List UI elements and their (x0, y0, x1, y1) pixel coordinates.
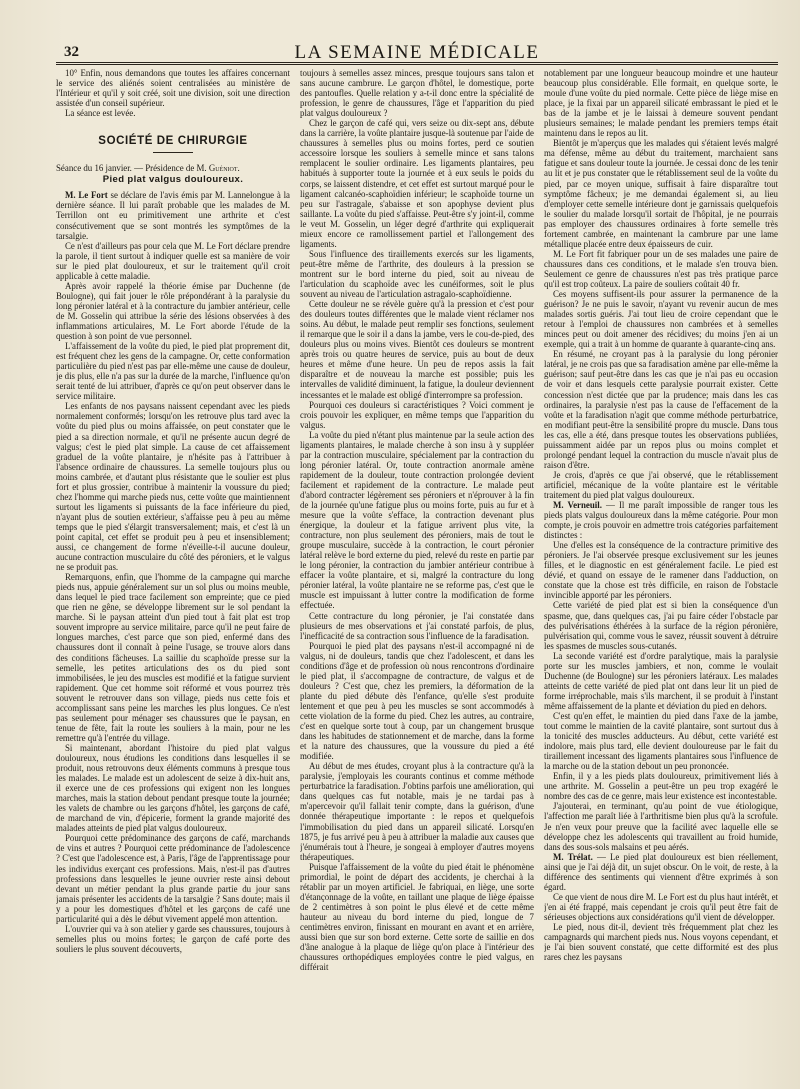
speaker-name: M. Verneuil. (553, 500, 602, 511)
paragraph: La voûte du pied n'étant plus maintenue par la seule action des ligaments plantaires, le malade cherche à son insu à y suppléer par la contraction musculaire, spécialement par la contraction du long péronier latéral. Or, toute contraction anormale amène rapidement de la douleur, toute contraction prolongée devient facilement et rapidement de la contracture. Le malade peut d'abord contracter légèrement ses péroniers et n'éprouver à la fin de la journée qu'une fatigue plus ou moins forte, puis au fur et à mesure que la voûte s'efface, la contraction devenant plus énergique, la douleur et la fatigue arrivent plus vite, la contracture, non plus seulement des péroniers, mais de tout le groupe musculaire, succède à la contraction, le court péronier latéral relève le bord externe du pied, relevé du reste en partie par le long péronier, la contraction du jambier antérieur contribue à effacer la voûte plantaire, et si, malgré la contracture du long péronier latéral, la voûte plantaire ne se reforme pas, c'est que le muscle est impuissant à lutter contre la modification de forme effectuée. (300, 429, 534, 611)
paragraph (56, 190, 290, 240)
paragraph: Cette contracture du long péronier, je l'ai constatée dans plusieurs de mes observations et j'ai constaté parfois, de plus, l'inefficacité de sa contraction sous l'influence de la faradisation. (300, 610, 534, 641)
paragraph: Remarquons, enfin, que l'homme de la campagne qui marche pieds nus, appuie généralement sur un sol plus ou moins meuble, dans lequel le pied trace facilement son empreinte; que ce pied que rien ne gêne, se développe librement sur le sol pendant la marche. Si le paysan atteint d'un pied tout à fait plat est trop souvent impropre au service militaire, parce qu'il ne peut faire de longues marches, c'est parce que son pied, enfermé dans des chaussures dont il connaît à peine l'usage, se trouve alors dans des conditions fâcheuses. La saillie du scaphoïde presse sur la semelle, les petites articulations des os du pied sont immobilisées, le jeu des muscles est modifié et la fatigue survient rapidement. Que cet homme soit réformé et vous pourrez très souvent le retrouver dans son village, pieds nus cette fois et accomplissant sans peine les marches les plus longues. Ce n'est pas seulement pour ménager ses chaussures que le paysan, en tenue de fête, fait la route les souliers à la main, pour ne les remettre qu'à l'entrée du village. (56, 572, 290, 743)
column-3 (544, 68, 778, 1083)
column-1 (56, 68, 290, 1083)
section-title: SOCIÉTÉ DE CHIRURGIE (98, 135, 248, 148)
paragraph-text: — Il me paraît impossible de ranger tous les pieds plats valgus douloureux dans la même catégorie. Pour mon compte, je crois pouvoir en admettre trois catégories parfaitement distinctes : (544, 500, 778, 541)
paragraph: C'est qu'en effet, le maintien du pied dans l'axe de la jambe, tout comme le maintien de la cavité plantaire, sont surtout dus à la tonicité des muscles adducteurs. Au début, cette variété est indolore, mais plus tard, elle devient douloureuse par le fait du tiraillement incessant des ligaments plantaires sous l'influence de la marche ou de la station debout un peu prononcée. (544, 711, 778, 772)
column-2 (300, 68, 534, 1083)
paragraph: Pourquoi ces douleurs si caractéristiques ? Voici comment je crois pouvoir les expliquer, en même temps que l'apparition du valgus. (300, 399, 534, 430)
paragraph: Chez le garçon de café qui, vers seize ou dix-sept ans, débute dans la carrière, la voûte plantaire jusque-là soutenue par l'aide de chaussures à semelles plus ou moins fortes, perd ce soutien accessoire lorsque les souliers à semelle mince et sans talons remplacent le soulier ordinaire. Les ligaments plantaires, peu habitués à supporter toute la journée et à eux seuls le poids du corps, se laissent distendre, et cet effet est surtout marqué pour le ligament calcanéo-scaphoïdien inférieur; le scaphoïde tourne un peu sur l'astragale, s'abaisse et son apophyse devient plus saillante. La voûte du pied s'affaisse. Peut-être s'y joint-il, comme le veut M. Gosselin, un léger degré d'arthrite qui expliquerait mieux encore ce ramollissement partiel et l'allongement des ligaments. (300, 118, 534, 249)
paragraph: Cette variété de pied plat est si bien la conséquence d'un spasme, que, dans quelques cas, j'ai pu faire céder l'obstacle par des pulvérisations éthérées à la surface de la région péronière, pulvérisation qui, comme vous le savez, réussit souvent à détruire les spasmes de muscles sous-cutanés. (544, 600, 778, 651)
paragraph: 10° Enfin, nous demandons que toutes les affaires concernant le service des aliénés soient centralisées au ministère de l'Intérieur et qu'il y soit créé, soit une division, soit une direction assistée d'un conseil supérieur. (56, 68, 290, 109)
session-chair: Guéniot. (208, 163, 240, 174)
page-header (56, 40, 778, 64)
paragraph: Sous l'influence des tiraillements exercés sur les ligaments, peut-être même de l'arthrite, des douleurs à la pression se montrent sur le bord interne du pied, soit au niveau de l'articulation du scaphoïde avec les cunéiformes, soit le plus souvent au niveau de l'articulation astragalo-scaphoïdienne. (300, 248, 534, 300)
paragraph: Ce que vient de nous dire M. Le Fort est du plus haut intérêt, et j'en ai été frappé, mais cependant je crois qu'il peut être fait de sérieuses objections aux considérations qu'il vient de développer. (544, 891, 778, 922)
paragraph: Bientôt je m'aperçus que les malades qui s'étaient levés malgré ma défense, même au début du traitement, marchaient sans fatigue et sans douleur toute la journée. Je cessai donc de les tenir au lit et je pus constater que le rétablissement seul de la voûte du pied, par ce moyen unique, suffisait à faire disparaître tout symptôme fâcheux; je me demandai également si, au lieu d'employer cette semelle intérieure dont je garnissais quelquefois le soulier du malade lorsqu'il sortait de l'hôpital, je ne pourrais pas employer des chaussures ordinaires à forte semelle très fortement cambrée, en maintenant la cambrure par une lame métallique placée entre deux épaisseurs de cuir. (544, 138, 778, 249)
paragraph: Une d'elles est la conséquence de la contracture primitive des péroniers. Je l'ai observée presque exclusivement sur les jeunes filles, et le diagnostic en est généralement facile. Le pied est dévié, et quand on essaye de le ramener dans l'adduction, on constate que la chose est très difficile, en raison de l'obstacle invincible apporté par les péroniers. (544, 540, 778, 601)
paragraph: Cette douleur ne se révèle guère qu'à la pression et c'est pour des douleurs toutes différentes que le malade vient réclamer nos soins. Au début, le malade peut remplir ses fonctions, seulement il remarque que le soir il a dans la jambe, vers le cou-de-pied, des douleurs plus ou moins vives. Bientôt ces douleurs se montrent après trois ou quatre heures de service, puis au bout de deux heures et même d'une heure. Un peu de repos assis la fait disparaître et de nouveau la marche est possible; puis les intervalles de validité diminuent, la fatigue, la douleur deviennent incessantes et le malade est obligé d'interrompre sa profession. (300, 299, 534, 400)
session-closing: La séance est levée. (65, 108, 136, 119)
paragraph: Pourquoi cette prédominance des garçons de café, marchands de vins et autres ? Pourquoi cette prédominance de l'adolescence ? C'est que l'adolescence est, à Paris, l'âge de l'apprentissage pour les individus exerçant ces professions. Mais, n'est-il pas d'autres professions dans lesquelles le jeune ouvrier reste ainsi debout devant un métier pendant la plus grande partie du jour sans jamais présenter les accidents de la tarsalgie ? Sans doute; mais il y a pour les domestiques d'hôtel et les garçons de café une particularité qui a dès le début vivement appelé mon attention. (56, 833, 290, 924)
paragraph: Ces moyens suffisent-ils pour assurer la permanence de la guérison? Je ne puis le savoir, n'ayant vu revenir aucun de mes malades sortis guéris. J'ai tout lieu de croire cependant que le retour à l'emploi de chaussures non cambrées et à semelles minces peut ou doit amener des récidives; du moins j'en ai un exemple, qui a trait à un homme de quarante à quarante-cinq ans. (544, 289, 778, 350)
paragraph: Les enfants de nos paysans naissent cependant avec les pieds normalement conformés; lorsqu'on les retrouve plus tard avec la voûte du pied plus ou moins affaissée, on peut constater que le pied a sa direction normale, et qu'il ne présente aucun degré de valgus; c'est le pied plat simple. La cause de cet affaissement graduel de la voûte plantaire, je n'hésite pas à l'attribuer à l'absence ordinaire de chaussures. La semelle toujours plus ou moins cambrée, et d'autant plus résistante que le soulier est plus fort et plus grossier, contribue à maintenir la voussure du pied; chez l'homme qui marche pieds nus, cette voûte que maintiennent surtout les ligaments si puissants de la face inférieure du pied, n'ayant plus de soutien extérieur, s'affaisse peu à peu au même temps que le pied s'élargit transversalement; mais, et c'est là un point capital, cet effet se produit peu à peu et insensiblement; aussi, ce changement de forme n'éveille-t-il aucune douleur, aucune contraction musculaire du côté des péroniers, et le valgus ne se produit pas. (56, 401, 290, 573)
paragraph: J'ajouterai, en terminant, qu'au point de vue étiologique, l'affection me paraît liée à l'arthritisme bien plus qu'à la scrofule. Je n'en veux pour preuve que la facilité avec laquelle elle se développe chez les adolescents qui travaillent au froid humide, dans des sous-sols malsains et peu aérés. (544, 801, 778, 852)
header-rule (56, 62, 778, 65)
paragraph: Si maintenant, abordant l'histoire du pied plat valgus douloureux, nous étudions les conditions dans lesquelles il se produit, nous retrouvons deux éléments communs à presque tous les malades. Le malade est un adolescent de seize à dix-huit ans, il exerce une de ces professions qui exigent non les longues marches, mais la station debout pendant presque toute la journée; les valets de chambre ou les garçons d'hôtel, les garçons de café, de marchand de vin, d'épicerie, forment la grande majorité des malades atteints de pied plat valgus douloureux. (56, 742, 290, 834)
paragraph: Je crois, d'après ce que j'ai observé, que le rétablissement artificiel, mécanique de la voûte plantaire est le véritable traitement du pied plat valgus douloureux. (544, 469, 778, 500)
paragraph: notablement par une longueur beaucoup moindre et une hauteur beaucoup plus considérable. Elle formait, en quelque sorte, le moule d'une voûte du pied normale. Cette pièce de liège mise en place, je la fixai par un appareil silicaté embrassant le pied et le bas de la jambe et je le laissai à demeure souvent pendant plusieurs semaines; le malade pendant les premiers temps était maintenu dans le repos au lit. (544, 68, 778, 139)
paragraph: L'ouvrier qui va à son atelier y garde ses chaussures, toujours à semelles plus ou moins fortes; le garçon de café porte des souliers le plus souvent découverts, (56, 923, 290, 954)
speaker-name: M. Trélat. (553, 851, 593, 862)
paragraph: Après avoir rappelé la théorie émise par Duchenne (de Boulogne), qui fait jouer le rôle prépondérant à la paralysie du long péronier latéral et à la contracture du jambier antérieur, celle de M. Gosselin qui attribue la série des lésions observées à des inflammations articulaires, M. Le Fort aborde l'étude de la question à son point de vue personnel. (56, 280, 290, 342)
paragraph (544, 852, 778, 892)
session-info (56, 163, 290, 173)
paragraph: M. Le Fort fit fabriquer pour un de ses malades une paire de chaussures dans ces conditions, et le malade s'en trouva bien. Seulement ce genre de chaussures n'est pas très pratique parce qu'il est trop coûteux. La paire de souliers coûtait 40 fr. (544, 248, 778, 289)
paragraph: Enfin, il y a les pieds plats douloureux, primitivement liés à une arthrite. M. Gosselin a peut-être un peu trop exagéré le nombre des cas de ce genre, mais leur existence est incontestable. (544, 771, 778, 802)
text-columns (56, 68, 778, 1083)
paragraph: La seconde variété est d'ordre paralytique, mais la paralysie porte sur les muscles jambiers, et non, comme le voulait Duchenne (de Boulogne) sur les péroniers latéraux. Les malades atteints de cette variété de pied plat ont dans leur lit un pied de forme irréprochable, mais s'ils marchent, il se produit à l'instant même affaissement de la plante et déviation du pied en dehors. (544, 650, 778, 711)
page-number: 32 (64, 44, 79, 60)
article-subtitle: Pied plat valgus douloureux. (102, 174, 244, 186)
journal-title: LA SEMAINE MÉDICALE (294, 42, 540, 63)
paragraph-text: — Le pied plat douloureux est bien réellement, ainsi que je l'ai déjà dit, un sujet obscur. On le voit, de reste, à la différence des sentiments qui viennent d'être exprimés à son égard. (544, 851, 778, 892)
section-divider (153, 152, 193, 153)
paragraph: Ce n'est d'ailleurs pas pour cela que M. Le Fort déclare prendre la parole, il tient surtout à indiquer quelle est sa manière de voir sur le pied plat douloureux, et sur le traitement qu'il croit applicable à cette maladie. (56, 240, 290, 281)
speaker-name: M. Le Fort (65, 190, 108, 201)
paragraph (544, 500, 778, 540)
paragraph: En résumé, ne croyant pas à la paralysie du long péronier latéral, je ne crois pas que sa faradisation amène par elle-même la guérison; sauf peut-être dans les cas que je n'ai pas eu occasion de voir et dans lesquels cette paralysie pourrait exister. Cette concession n'est dictée que par la prudence; mais dans les cas ordinaires, la paralysie n'est pas la cause de l'effacement de la voûte et la faradisation n'agit que comme méthode perturbatrice, en modifiant peut-être la sensibilité propre du muscle. Dans tous les cas, elle a été, dans presque toutes les observations publiées, puissamment aidée par un repos plus ou moins complet et prolongé pendant lequel la contraction du muscle n'avait plus de raison d'être. (544, 349, 778, 470)
paragraph: Pourquoi le pied plat des paysans n'est-il accompagné ni de valgus, ni de douleurs, tandis que chez l'adolescent, et dans les conditions d'âge et de profession où nous rencontrons d'ordinaire le pied plat, il s'accompagne de contracture, de valgus et de douleurs ? C'est que, chez les premiers, la déformation de la plante du pied débute dès l'enfance, qu'elle s'est produite lentement et que peu à peu les muscles se sont accommodés à cette violation de la forme du pied. Chez les autres, au contraire, c'est en quelque sorte tout à coup, par un changement brusque dans les habitudes de stationnement et de marche, dans la forme et la nature des chaussures, que la voussure du pied a été modifiée. (300, 640, 534, 762)
session-date-president: Séance du 16 janvier. — Présidence de M. (56, 163, 207, 174)
paragraph: L'affaissement de la voûte du pied, le pied plat proprement dit, est fréquent chez les gens de la campagne. Or, cette conformation particulière du pied n'est pas par elle-même une cause de douleur, je dis plus, elle n'a pas sur la durée de la marche, l'influence qu'on serait tenté de lui attribuer, d'après ce qu'on peut observer dans le service militaire. (56, 341, 290, 402)
paragraph-text: se déclare de l'avis émis par M. Lannelongue à la dernière séance. Il lui paraît probable que les malades de M. Terrillon ont eu primitivement une arthrite et c'est consécutivement que se sont montrés les symptômes de la tarsalgie. (56, 190, 290, 241)
paragraph: toujours à semelles assez minces, presque toujours sans talon et sans aucune cambrure. Le garçon d'hôtel, le domestique, porte des pantoufles. Quelle relation y a-t-il donc entre la spécialité de profession, le genre de chaussures, l'âge et l'apparition du pied plat valgus douloureux ? (300, 68, 534, 119)
paragraph: Le pied, nous dit-il, devient très fréquemment plat chez les campagnards qui marchent pieds nus. Nous voyons cependant, et je l'ai bien souvent constaté, que cette difformité est des plus rares chez les paysans (544, 921, 778, 963)
paragraph: Au début de mes études, croyant plus à la contracture qu'à la paralysie, j'employais les courants continus et comme méthode perturbatrice la faradisation. J'obtins parfois une amélioration, qui dans quelques cas fut notable, mais je ne tardai pas à m'apercevoir qu'il fallait tenir compte, dans la guérison, d'une donnée thérapeutique importante : le repos et quelquefois l'immobilisation du pied dans un appareil silicaté. Lorsqu'en 1875, je fus arrivé peu à peu à attribuer la maladie aux causes que j'énumérais tout à l'heure, je songeai à employer d'autres moyens thérapeutiques. (300, 761, 534, 862)
paragraph: Puisque l'affaissement de la voûte du pied était le phénomène primordial, le point de départ des accidents, je cherchai à la rétablir par un moyen artificiel. Je fabriquai, en liège, une sorte d'étançonnage de la voûte, en taillant une plaque de liège épaisse de 2 centimètres à son point le plus élevé et de cette même hauteur au niveau du bord interne du pied, longue de 7 centimètres environ, finissant en mourant en avant et en arrière, aussi bien que sur son bord externe. Cette sorte de saillie en dos d'âne analogue à la plaque de liège qu'on place à l'intérieur des chaussures orthopédiques employées contre le pied valgus, en différait (300, 861, 534, 973)
